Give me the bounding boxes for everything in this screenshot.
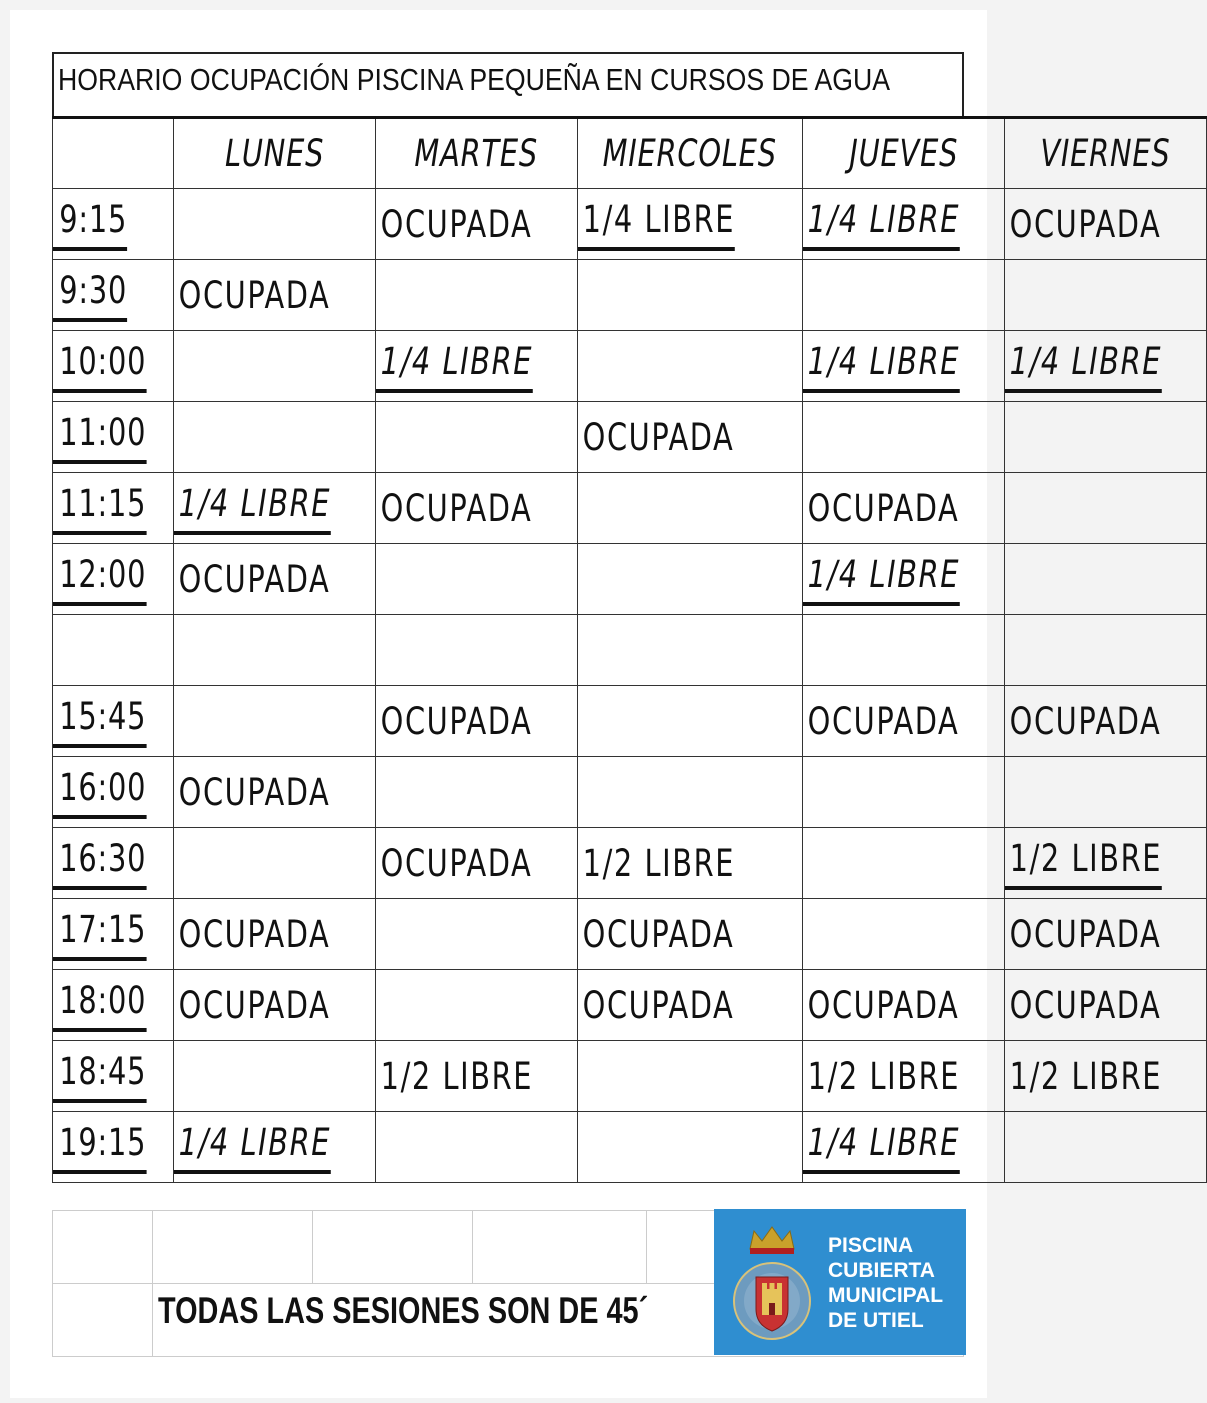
slot-cell bbox=[173, 686, 375, 757]
slot-cell bbox=[375, 899, 577, 970]
slot-cell bbox=[173, 970, 375, 1041]
day-label: JUEVES bbox=[848, 132, 958, 175]
day-header bbox=[1004, 118, 1206, 189]
slot-status: OCUPADA bbox=[380, 841, 533, 885]
sessions-note: TODAS LAS SESIONES SON DE 45´ bbox=[158, 1290, 649, 1331]
slot-cell bbox=[375, 1041, 577, 1112]
time-cell bbox=[53, 402, 174, 473]
day-header bbox=[802, 118, 1004, 189]
schedule-table bbox=[52, 116, 1207, 1183]
slot-cell bbox=[1004, 544, 1206, 615]
pool-logo bbox=[714, 1209, 966, 1355]
day-label: MIERCOLES bbox=[602, 132, 778, 175]
page-title: HORARIO OCUPACIÓN PISCINA PEQUEÑA EN CURSOS DE AGUA bbox=[58, 62, 891, 97]
schedule-row bbox=[53, 544, 1207, 615]
slot-cell bbox=[802, 189, 1004, 260]
slot-cell bbox=[1004, 1112, 1206, 1183]
slot-cell bbox=[375, 686, 577, 757]
slot-status: OCUPADA bbox=[178, 912, 330, 956]
slot-status: 1/4 LIBRE bbox=[174, 1121, 331, 1174]
schedule-row bbox=[53, 260, 1207, 331]
slot-cell bbox=[1004, 615, 1206, 686]
slot-cell bbox=[173, 473, 375, 544]
slot-status: OCUPADA bbox=[380, 699, 533, 743]
slot-status: OCUPADA bbox=[1009, 202, 1162, 246]
slot-cell bbox=[375, 1112, 577, 1183]
slot-cell bbox=[375, 189, 577, 260]
slot-status: 1/4 LIBRE bbox=[174, 482, 331, 535]
slot-cell bbox=[375, 260, 577, 331]
schedule-row bbox=[53, 899, 1207, 970]
schedule-row bbox=[53, 828, 1207, 899]
slot-cell bbox=[1004, 757, 1206, 828]
time-label: 19:15 bbox=[53, 1121, 146, 1174]
time-cell bbox=[53, 899, 174, 970]
time-label: 18:45 bbox=[53, 1050, 146, 1103]
schedule-row bbox=[53, 615, 1207, 686]
slot-status: OCUPADA bbox=[178, 770, 330, 814]
slot-cell bbox=[173, 615, 375, 686]
day-label: LUNES bbox=[224, 132, 324, 175]
slot-cell bbox=[1004, 828, 1206, 899]
slot-cell bbox=[578, 260, 802, 331]
slot-cell bbox=[173, 402, 375, 473]
title-row bbox=[52, 52, 964, 116]
time-cell bbox=[53, 615, 174, 686]
slot-cell bbox=[173, 1112, 375, 1183]
day-label: MARTES bbox=[414, 132, 539, 175]
time-cell bbox=[53, 260, 174, 331]
logo-line: CUBIERTA bbox=[828, 1259, 935, 1282]
slot-cell bbox=[1004, 331, 1206, 402]
slot-cell bbox=[578, 544, 802, 615]
slot-cell bbox=[173, 260, 375, 331]
logo-line: MUNICIPAL bbox=[828, 1284, 944, 1307]
slot-cell bbox=[173, 828, 375, 899]
slot-cell bbox=[802, 1112, 1004, 1183]
slot-status: OCUPADA bbox=[582, 415, 735, 459]
time-cell bbox=[53, 331, 174, 402]
slot-cell bbox=[173, 331, 375, 402]
slot-status: 1/4 LIBRE bbox=[803, 340, 960, 393]
slot-cell bbox=[1004, 189, 1206, 260]
slot-cell bbox=[1004, 970, 1206, 1041]
time-cell bbox=[53, 1041, 174, 1112]
schedule-row bbox=[53, 757, 1207, 828]
slot-cell bbox=[578, 899, 802, 970]
slot-cell bbox=[375, 544, 577, 615]
time-label: 10:00 bbox=[53, 340, 146, 393]
slot-cell bbox=[1004, 686, 1206, 757]
slot-status: 1/2 LIBRE bbox=[807, 1054, 960, 1098]
time-label: 11:15 bbox=[53, 482, 146, 535]
slot-cell bbox=[578, 1041, 802, 1112]
slot-cell bbox=[578, 1112, 802, 1183]
slot-cell bbox=[1004, 473, 1206, 544]
slot-status: OCUPADA bbox=[807, 699, 959, 743]
slot-cell bbox=[802, 828, 1004, 899]
schedule-row bbox=[53, 1041, 1207, 1112]
time-label: 18:00 bbox=[53, 979, 146, 1032]
time-cell bbox=[53, 828, 174, 899]
slot-cell bbox=[578, 189, 802, 260]
slot-cell bbox=[375, 970, 577, 1041]
slot-cell bbox=[375, 757, 577, 828]
slot-status: OCUPADA bbox=[1009, 983, 1162, 1027]
slot-cell bbox=[802, 473, 1004, 544]
slot-cell bbox=[375, 473, 577, 544]
schedule-row bbox=[53, 402, 1207, 473]
time-label: 16:30 bbox=[53, 837, 146, 890]
time-cell bbox=[53, 970, 174, 1041]
slot-cell bbox=[173, 899, 375, 970]
slot-cell bbox=[802, 260, 1004, 331]
time-label: 11:00 bbox=[53, 411, 146, 464]
schedule-row bbox=[53, 189, 1207, 260]
slot-status: 1/4 LIBRE bbox=[803, 1121, 960, 1174]
schedule-row bbox=[53, 473, 1207, 544]
time-label: 17:15 bbox=[53, 908, 146, 961]
slot-status: 1/2 LIBRE bbox=[1005, 837, 1162, 890]
schedule-row bbox=[53, 686, 1207, 757]
time-label: 15:45 bbox=[53, 695, 146, 748]
slot-status: OCUPADA bbox=[380, 202, 533, 246]
slot-cell bbox=[1004, 260, 1206, 331]
slot-cell bbox=[578, 757, 802, 828]
slot-cell bbox=[578, 402, 802, 473]
slot-cell bbox=[578, 615, 802, 686]
day-header bbox=[375, 118, 577, 189]
slot-status: 1/4 LIBRE bbox=[376, 340, 533, 393]
slot-cell bbox=[578, 473, 802, 544]
slot-cell bbox=[578, 828, 802, 899]
slot-status: 1/4 LIBRE bbox=[803, 198, 960, 251]
time-cell bbox=[53, 544, 174, 615]
slot-status: 1/2 LIBRE bbox=[582, 841, 736, 885]
slot-status: OCUPADA bbox=[807, 486, 959, 530]
header-row bbox=[53, 118, 1207, 189]
day-header bbox=[578, 118, 802, 189]
schedule-row bbox=[53, 970, 1207, 1041]
slot-cell bbox=[375, 402, 577, 473]
slot-cell bbox=[802, 615, 1004, 686]
slot-cell bbox=[375, 331, 577, 402]
slot-cell bbox=[802, 899, 1004, 970]
time-label: 9:30 bbox=[53, 269, 127, 322]
slot-cell bbox=[1004, 1041, 1206, 1112]
time-cell bbox=[53, 757, 174, 828]
slot-cell bbox=[578, 686, 802, 757]
time-label: 12:00 bbox=[53, 553, 146, 606]
schedule-row bbox=[53, 331, 1207, 402]
slot-cell bbox=[802, 1041, 1004, 1112]
slot-status: OCUPADA bbox=[1009, 699, 1162, 743]
slot-cell bbox=[173, 1041, 375, 1112]
time-label: 16:00 bbox=[53, 766, 146, 819]
slot-cell bbox=[802, 686, 1004, 757]
slot-cell bbox=[802, 402, 1004, 473]
time-cell bbox=[53, 473, 174, 544]
slot-cell bbox=[802, 757, 1004, 828]
slot-status: OCUPADA bbox=[582, 983, 735, 1027]
slot-cell bbox=[173, 757, 375, 828]
slot-cell bbox=[802, 970, 1004, 1041]
slot-cell bbox=[802, 544, 1004, 615]
slot-cell bbox=[173, 544, 375, 615]
slot-cell bbox=[375, 615, 577, 686]
slot-status: 1/4 LIBRE bbox=[803, 553, 960, 606]
logo-line: PISCINA bbox=[828, 1234, 914, 1257]
slot-status: OCUPADA bbox=[178, 557, 330, 601]
slot-cell bbox=[578, 331, 802, 402]
logo-text bbox=[828, 1233, 943, 1333]
slot-status: OCUPADA bbox=[178, 273, 330, 317]
schedule-row bbox=[53, 1112, 1207, 1183]
slot-status: OCUPADA bbox=[1009, 912, 1162, 956]
slot-status: OCUPADA bbox=[807, 983, 959, 1027]
slot-cell bbox=[578, 970, 802, 1041]
slot-cell bbox=[375, 828, 577, 899]
slot-status: OCUPADA bbox=[380, 486, 533, 530]
slot-status: 1/4 LIBRE bbox=[1005, 340, 1162, 393]
time-cell bbox=[53, 1112, 174, 1183]
slot-cell bbox=[802, 331, 1004, 402]
time-cell bbox=[53, 189, 174, 260]
slot-cell bbox=[1004, 402, 1206, 473]
slot-status: OCUPADA bbox=[582, 912, 735, 956]
day-label: VIERNES bbox=[1040, 132, 1171, 175]
slot-cell bbox=[173, 189, 375, 260]
corner-cell bbox=[53, 118, 174, 189]
slot-status: 1/4 LIBRE bbox=[578, 198, 735, 251]
logo-line: DE UTIEL bbox=[828, 1309, 924, 1332]
slot-status: 1/2 LIBRE bbox=[380, 1054, 533, 1098]
time-label: 9:15 bbox=[53, 198, 127, 251]
time-cell bbox=[53, 686, 174, 757]
slot-cell bbox=[1004, 899, 1206, 970]
day-header bbox=[173, 118, 375, 189]
coat-of-arms-icon bbox=[732, 1221, 812, 1343]
slot-status: OCUPADA bbox=[178, 983, 330, 1027]
slot-status: 1/2 LIBRE bbox=[1009, 1054, 1162, 1098]
